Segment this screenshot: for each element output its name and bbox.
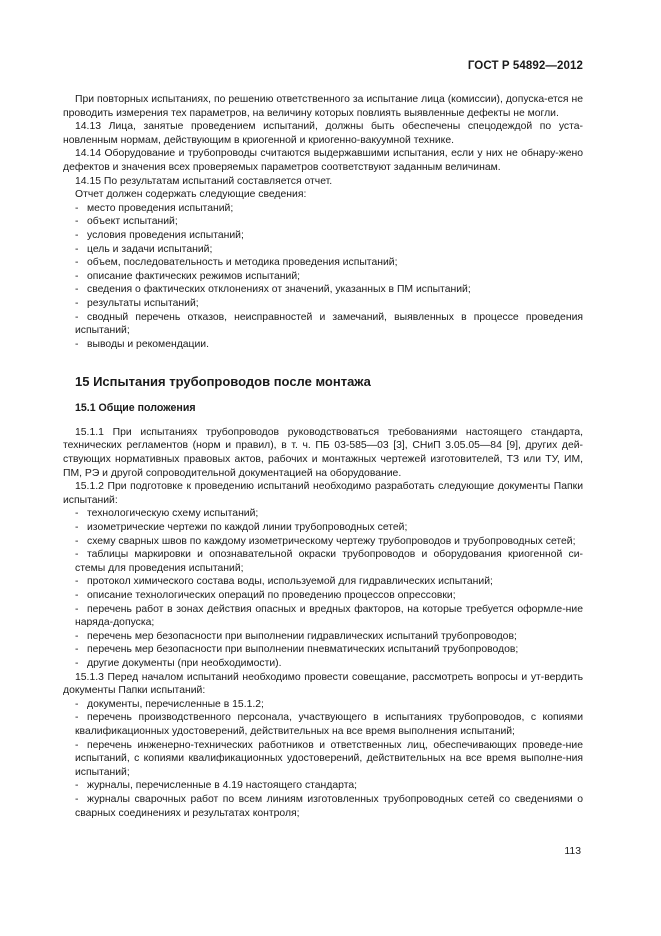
- list-dash: -: [75, 202, 79, 214]
- list-dash: -: [75, 603, 79, 615]
- list-item-text: объект испытаний;: [87, 216, 178, 228]
- list-dash: -: [75, 590, 79, 601]
- list-item-text: журналы сварочных работ по всем линиям изготовленных трубопроводных сетей со сведениями о сварных соединениях и результатах контроля;: [75, 793, 583, 819]
- paragraph: Отчет должен содержать следующие сведения:: [75, 189, 307, 201]
- list-dash: -: [75, 270, 79, 282]
- paragraph: 15.1.3 Перед началом испытаний необходимо провести совещание, рассмотреть вопросы и ут-вердить документы Папки испытаний:: [63, 671, 583, 697]
- list-item: [63, 256, 583, 270]
- list-item: [63, 643, 583, 657]
- list-item-text: протокол химического состава воды, используемой для гидравлических испытаний;: [87, 576, 493, 588]
- list-item: [63, 521, 583, 535]
- section-heading: 15 Испытания трубопроводов после монтажа: [75, 374, 371, 390]
- subsection-heading: 15.1 Общие положения: [75, 402, 196, 415]
- list-item: [63, 711, 583, 738]
- list-dash: -: [75, 793, 79, 805]
- list-dash: -: [75, 739, 79, 751]
- list-dash: -: [75, 216, 79, 228]
- list-item: [63, 270, 583, 284]
- page-number: 113: [564, 846, 581, 857]
- list-item-text: сведения о фактических отклонениях от значений, указанных в ПМ испытаний;: [87, 284, 471, 296]
- list-item: [63, 698, 583, 712]
- list-item: [63, 215, 583, 229]
- list-item-text: объем, последовательность и методика проведения испытаний;: [87, 257, 398, 269]
- list-item-text: описание фактических режимов испытаний;: [87, 270, 301, 282]
- list-item-text: результаты испытаний;: [87, 297, 199, 309]
- paragraph: 14.14 Оборудование и трубопроводы считаются выдержавшими испытания, если у них не обнару-жено дефектов и значения всех проверяемых параметров соответствуют заданным величинам.: [63, 148, 583, 173]
- list-item-text: таблицы маркировки и опознавательной окраски трубопроводов и оборудования криогенной си-стемы для проведения испытаний;: [75, 549, 583, 574]
- list-item: [63, 739, 583, 780]
- list-dash: -: [75, 698, 79, 710]
- list-dash: -: [75, 311, 79, 323]
- list-item-text: другие документы (при необходимости).: [87, 657, 282, 669]
- list-item: [63, 630, 583, 644]
- paragraph: 14.15 По результатам испытаний составляется отчет.: [75, 175, 333, 187]
- list-item-text: описание технологических операций по проведению процессов опрессовки;: [87, 590, 456, 601]
- list-item-text: сводный перечень отказов, неисправностей и замечаний, выявленных в процессе проведения испытаний;: [75, 311, 583, 337]
- list-dash: -: [75, 297, 79, 309]
- list-item-text: перечень производственного персонала, участвующего в испытаниях трубопроводов, с копиями квалификационных удостоверений, действительных на все время выполнения испытаний;: [75, 712, 583, 737]
- standard-header: ГОСТ Р 54892—2012: [467, 60, 583, 72]
- list-item-text: изометрические чертежи по каждой линии трубопроводных сетей;: [87, 522, 408, 534]
- list-dash: -: [75, 229, 79, 241]
- list-dash: -: [75, 780, 79, 792]
- list-dash: -: [75, 549, 79, 561]
- document-body: [63, 93, 583, 820]
- list-item-text: технологическую схему испытаний;: [87, 508, 259, 520]
- list-item-text: журналы, перечисленные в 4.19 настоящего стандарта;: [87, 780, 357, 792]
- list-item: [63, 575, 583, 589]
- list-dash: -: [75, 257, 79, 269]
- list-item-text: документы, перечисленные в 15.1.2;: [87, 698, 264, 710]
- list-dash: -: [75, 522, 79, 534]
- list-dash: -: [75, 630, 79, 642]
- list-item: [63, 535, 583, 549]
- list-item-text: место проведения испытаний;: [87, 202, 234, 214]
- list-item: [63, 202, 583, 216]
- list-item: [63, 779, 583, 793]
- list-item: [63, 507, 583, 521]
- list-item: [63, 657, 583, 671]
- list-dash: -: [75, 508, 79, 520]
- list-item: [63, 243, 583, 257]
- list-item-text: перечень работ в зонах действия опасных и вредных факторов, на которые требуется оформле-ние наряда-допуска;: [75, 603, 583, 629]
- paragraph: При повторных испытаниях, по решению ответственного за испытание лица (комиссии), допуска-ется не проводить измерения тех параметров, на величину которых повлиять выявленные дефекты не могли.: [63, 94, 583, 119]
- list-dash: -: [75, 644, 79, 656]
- list-item: [63, 283, 583, 297]
- list-dash: -: [75, 284, 79, 296]
- list-item: [63, 603, 583, 630]
- list-dash: -: [75, 657, 79, 669]
- list-item: [63, 589, 583, 603]
- list-item: [63, 548, 583, 575]
- paragraph: 15.1.1 При испытаниях трубопроводов руководствоваться требованиями настоящего стандарта, технических регламентов (норм и правил), в т. ч. ПБ 03-585—03 [3], СНиП 3.05.05—84 [9], других дей-ствующих нормативных правовых актов, рабочих и монтажных чертежей изготовителей, ТЗ или ТУ, ИМ, ПМ, РЭ и другой сопроводительной документацией на оборудование.: [63, 426, 583, 479]
- list-item-text: перечень мер безопасности при выполнении гидравлических испытаний трубопроводов;: [87, 630, 517, 642]
- list-dash: -: [75, 338, 79, 350]
- list-item: [63, 338, 583, 352]
- list-dash: -: [75, 576, 79, 588]
- list-item: [63, 297, 583, 311]
- list-item-text: цель и задачи испытаний;: [87, 243, 213, 255]
- paragraph: 14.13 Лица, занятые проведением испытаний, должны быть обеспечены спецодеждой по уста-новленным нормам, действующим в криогенной и криогенно-вакуумной технике.: [63, 121, 583, 146]
- list-item-text: схему сварных швов по каждому изометрическому чертежу трубопроводов и трубопроводных сетей;: [87, 535, 576, 547]
- list-item: [63, 311, 583, 338]
- list-dash: -: [75, 535, 79, 547]
- list-item-text: выводы и рекомендации.: [87, 338, 209, 350]
- list-item-text: перечень инженерно-технических работников и ответственных лиц, обеспечивающих проведе-ние испытаний, с копиями квалификационных удостоверений, действительных на все время выполне-ния испытаний;: [75, 739, 583, 778]
- list-item: [63, 793, 583, 820]
- paragraph: 15.1.2 При подготовке к проведению испытаний необходимо разработать следующие документы Папки испытаний:: [63, 481, 583, 506]
- list-dash: -: [75, 712, 79, 724]
- list-dash: -: [75, 243, 79, 255]
- list-item-text: условия проведения испытаний;: [87, 229, 244, 241]
- list-item-text: перечень мер безопасности при выполнении пневматических испытаний трубопроводов;: [87, 644, 519, 656]
- list-item: [63, 229, 583, 243]
